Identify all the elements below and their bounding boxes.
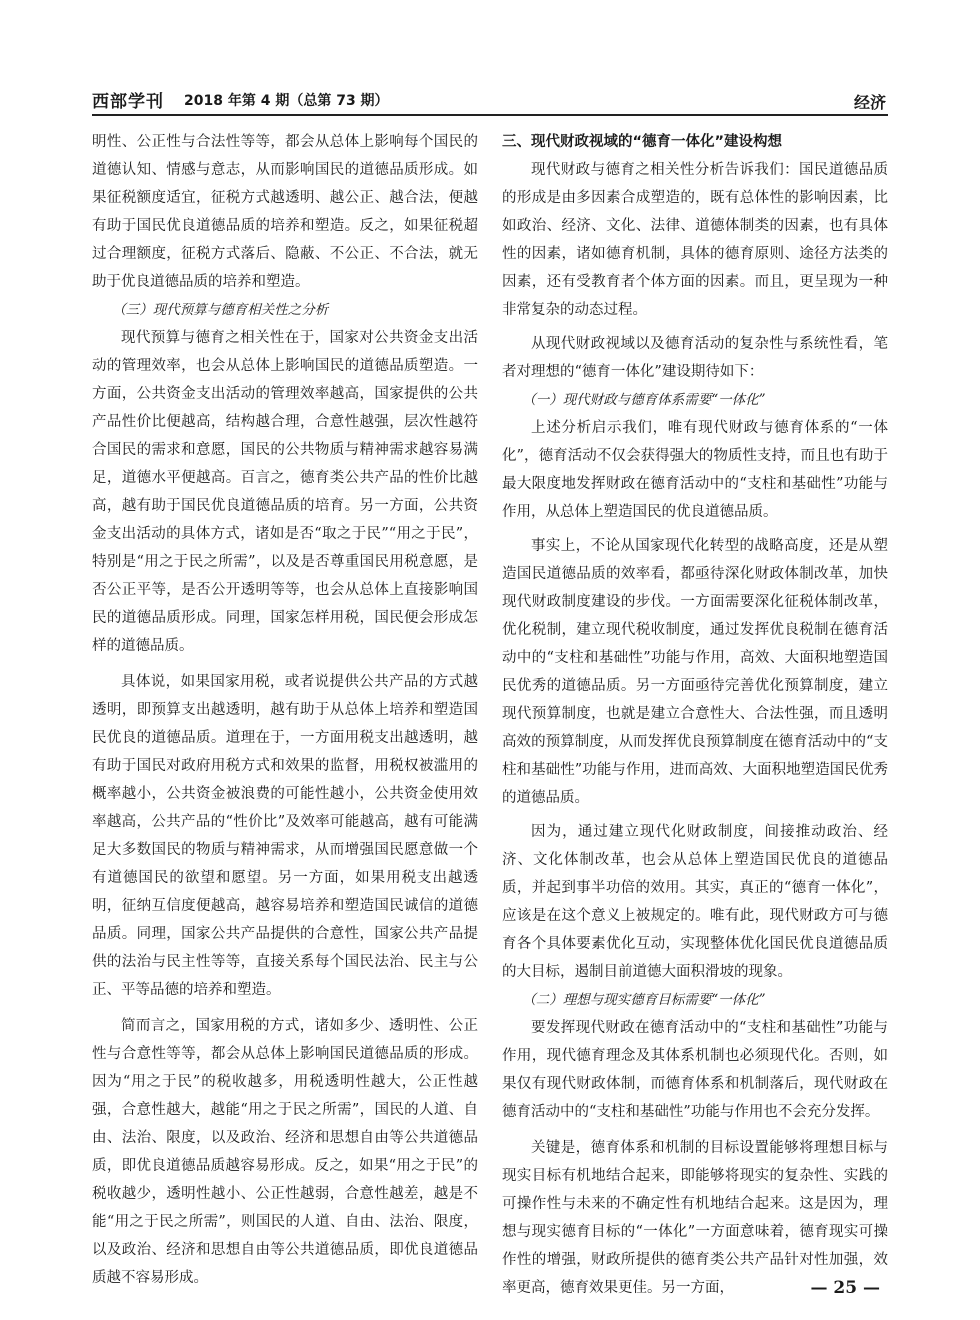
section-label: 经济 [853,93,886,112]
right-column [502,128,888,1302]
paragraph: 现代财政与德育之相关性分析告诉我们：国民道德品质的形成是由多因素合成塑造的，既有总体性的影响因素，比如政治、经济、文化、法律、道德体制类的因素，也有具体性的因素，诸如德育机制，具体的德育原则、途径方法类的因素，还有受教育者个体方面的因素。而且，更呈现为一种非常复杂的动态过程。 [502,162,888,318]
paragraph: 事实上，不论从国家现代化转型的战略高度，还是从塑造国民道德品质的效率看，都亟待深化财政体制改革，加快现代财政制度建设的步伐。一方面需要深化征税体制改革，优化税制，建立现代税收制度，通过发挥优良税制在德育活动中的“支柱和基础性”功能与作用，高效、大面积地塑造国民优秀的道德品质。另一方面亟待完善优化预算制度，建立现代预算制度，也就是建立合意性大、合法性强，而且透明高效的预算制度，从而发挥优良预算制度在德育活动中的“支柱和基础性”功能与作用，进而高效、大面积地塑造国民优秀的道德品质。 [502,538,888,806]
subsection-heading: （二）理想与现实德育目标需要“一体化” [522,992,766,1008]
paragraph: 上述分析启示我们，唯有现代财政与德育体系的“一体化”，德育活动不仅会获得强大的物质性支持，而且也有助于最大限度地发挥财政在德育活动中的“支柱和基础性”功能与作用，从总体上塑造国民的优良道德品质。 [502,420,888,520]
paragraph: 明性、公正性与合法性等等，都会从总体上影响每个国民的道德认知、情感与意志，从而影响国民的道德品质形成。如果征税额度适宜，征税方式越透明、越公正、越合法，便越有助于国民优良道德品质的培养和塑造。反之，如果征税超过合理额度，征税方式落后、隐蔽、不公正、不合法，就无助于优良道德品质的培养和塑造。 [92,134,478,290]
journal-name: 西部学刊 [92,92,164,112]
paragraph: 具体说，如果国家用税，或者说提供公共产品的方式越透明，即预算支出越透明，越有助于从总体上培养和塑造国民优良的道德品质。道理在于，一方面用税支出越透明，越有助于国民对政府用税方式和效果的监督，用税权被滥用的概率越小，公共资金被浪费的可能性越小，公共资金使用效率越高，公共产品的“性价比”及效率可能越高，越有可能满足大多数国民的物质与精神需求，从而增强国民愿意做一个有道德国民的欲望和愿望。另一方面，如果用税支出越透明，征纳互信度便越高，越容易培养和塑造国民诚信的道德品质。同理，国家公共产品提供的合意性，国家公共产品提供的法治与民主性等等，直接关系每个国民法治、民主与公正、平等品德的培养和塑造。 [92,674,478,998]
issue-info: 2018 年第 4 期（总第 73 期） [184,93,389,109]
paragraph: 要发挥现代财政在德育活动中的“支柱和基础性”功能与作用，现代德育理念及其体系机制也必须现代化。否则，如果仅有现代财政体制，而德育体系和机制落后，现代财政在德育活动中的“支柱和基础性”功能与作用也不会充分发挥。 [502,1020,888,1120]
paragraph: 从现代财政视域以及德育活动的复杂性与系统性看，笔者对理想的“德育一体化”建设期待如下： [502,336,888,380]
subsection-heading: （三）现代预算与德育相关性之分析 [112,302,329,318]
running-header [92,84,888,116]
paragraph: 现代预算与德育之相关性在于，国家对公共资金支出活动的管理效率，也会从总体上影响国民的道德品质塑造。一方面，公共资金支出活动的管理效率越高，国家提供的公共产品性价比便越高，结构越合理，合意性越强，层次性越符合国民的需求和意愿，国民的公共物质与精神需求越容易满足，道德水平便越高。百言之，德育类公共产品的性价比越高，越有助于国民优良道德品质的培育。另一方面，公共资金支出活动的具体方式，诸如是否“取之于民”“用之于民”，特别是“用之于民之所需”，以及是否尊重国民用税意愿，是否公正平等，是否公开透明等等，也会从总体上直接影响国民的道德品质形成。同理，国家怎样用税，国民便会形成怎样的道德品质。 [92,330,478,654]
paragraph: 因为，通过建立现代化财政制度，间接推动政治、经济、文化体制改革，也会从总体上塑造国民优良的道德品质，并起到事半功倍的效用。其实，真正的“德育一体化”，应该是在这个意义上被规定的。唯有此，现代财政方可与德育各个具体要素优化互动，实现整体优化国民优良道德品质的大目标，遏制目前道德大面积滑坡的现象。 [502,824,888,980]
section-heading: 三、现代财政视域的“德育一体化”建设构想 [502,134,783,150]
paragraph: 简而言之，国家用税的方式，诸如多少、透明性、公正性与合意性等等，都会从总体上影响国民道德品质的形成。因为“用之于民”的税收越多，用税透明性越大，公正性越强，合意性越大，越能“用之于民之所需”，国民的人道、自由、法治、限度，以及政治、经济和思想自由等公共道德品质，即优良道德品质越容易形成。反之，如果“用之于民”的税收越少，透明性越小、公正性越弱，合意性越差，越是不能“用之于民之所需”，则国民的人道、自由、法治、限度，以及政治、经济和思想自由等公共道德品质，即优良道德品质越不容易形成。 [92,1018,478,1286]
page-number: — 25 — [810,1278,880,1298]
left-column [92,128,478,1292]
subsection-heading: （一）现代财政与德育体系需要“一体化” [522,392,766,408]
paragraph: 关键是，德育体系和机制的目标设置能够将理想目标与现实目标有机地结合起来，即能够将现实的复杂性、实践的可操作性与未来的不确定性有机地结合起来。这是因为，理想与现实德育目标的“一体化”一方面意味着，德育现实可操作性的增强，财政所提供的德育类公共产品针对性加强，效率更高，德育效果更佳。另一方面， [502,1140,888,1296]
